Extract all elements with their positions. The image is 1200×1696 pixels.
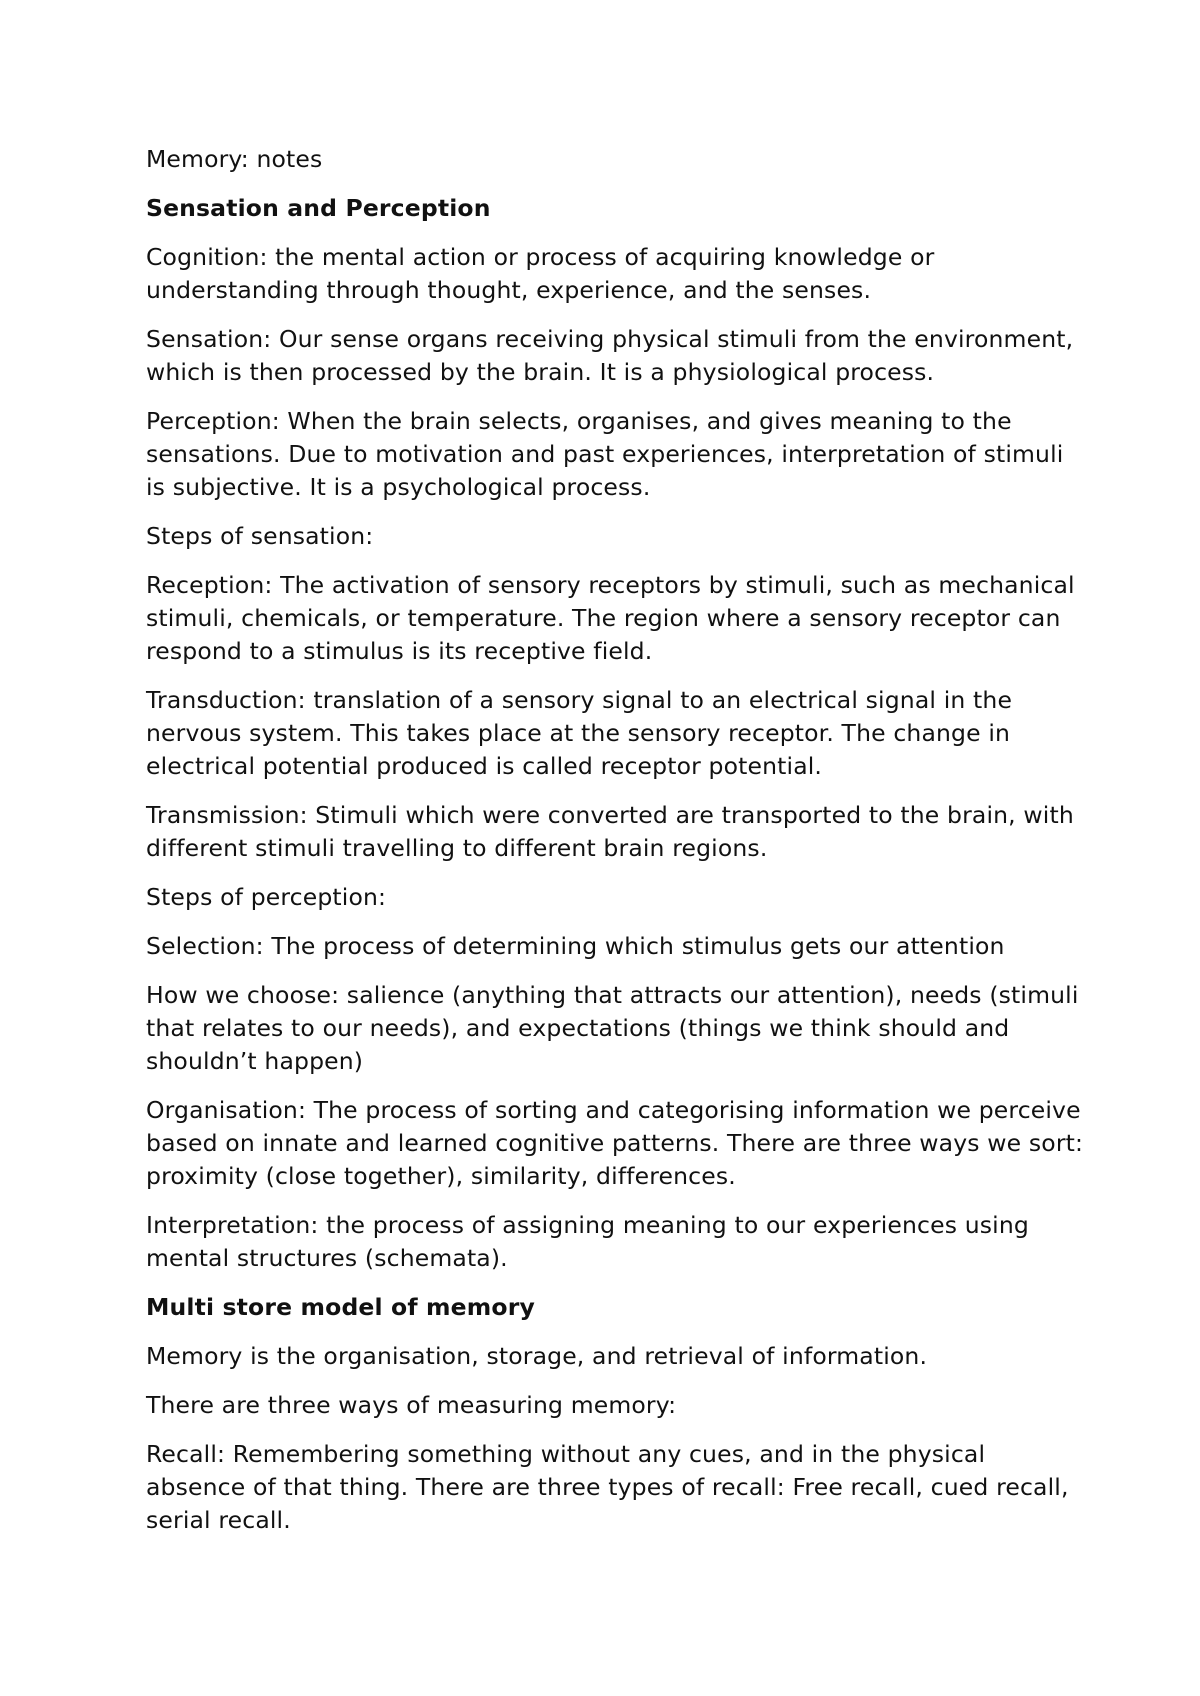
paragraph-interpretation: Interpretation: the process of assigning meaning to our experiences using mental structures (schemata). bbox=[146, 1211, 1029, 1272]
paragraph-transmission: Transmission: Stimuli which were converted are transported to the brain, with different stimuli travelling to different brain regions. bbox=[146, 801, 1074, 862]
paragraph-how-we-choose: How we choose: salience (anything that attracts our attention), needs (stimuli that relates to our needs), and expectations (things we think should and shouldn’t happen) bbox=[146, 981, 1079, 1075]
paragraph-measuring-memory: There are three ways of measuring memory: bbox=[146, 1391, 677, 1419]
paragraph-selection: Selection: The process of determining which stimulus gets our attention bbox=[146, 932, 1005, 960]
paragraph-steps-of-sensation: Steps of sensation: bbox=[146, 522, 374, 550]
paragraph-reception: Reception: The activation of sensory receptors by stimuli, such as mechanical stimuli, chemicals, or temperature. The region where a sensory receptor can respond to a stimulus is its receptive field. bbox=[146, 571, 1075, 665]
paragraph-organisation: Organisation: The process of sorting and categorising information we perceive based on innate and learned cognitive patterns. There are three ways we sort: proximity (close together), similarity, differences. bbox=[146, 1096, 1084, 1190]
paragraph-transduction: Transduction: translation of a sensory signal to an electrical signal in the nervous system. This takes place at the sensory receptor. The change in electrical potential produced is called receptor potential. bbox=[146, 686, 1013, 780]
document-title: Memory: notes bbox=[146, 145, 323, 173]
paragraph-memory-definition: Memory is the organisation, storage, and retrieval of information. bbox=[146, 1342, 928, 1370]
paragraph-perception: Perception: When the brain selects, organises, and gives meaning to the sensations. Due to motivation and past experiences, interpretation of stimuli is subjective. It is a psychological process. bbox=[146, 407, 1064, 501]
paragraph-sensation: Sensation: Our sense organs receiving physical stimuli from the environment, which is then processed by the brain. It is a physiological process. bbox=[146, 325, 1074, 386]
paragraph-steps-of-perception: Steps of perception: bbox=[146, 883, 387, 911]
heading-sensation-and-perception: Sensation and Perception bbox=[146, 194, 491, 222]
heading-multi-store-model: Multi store model of memory bbox=[146, 1293, 535, 1321]
paragraph-recall: Recall: Remembering something without any cues, and in the physical absence of that thing. There are three types of recall: Free recall, cued recall, serial recall. bbox=[146, 1440, 1069, 1534]
document-page bbox=[146, 143, 1086, 1553]
paragraph-cognition: Cognition: the mental action or process of acquiring knowledge or understanding through thought, experience, and the senses. bbox=[146, 243, 935, 304]
